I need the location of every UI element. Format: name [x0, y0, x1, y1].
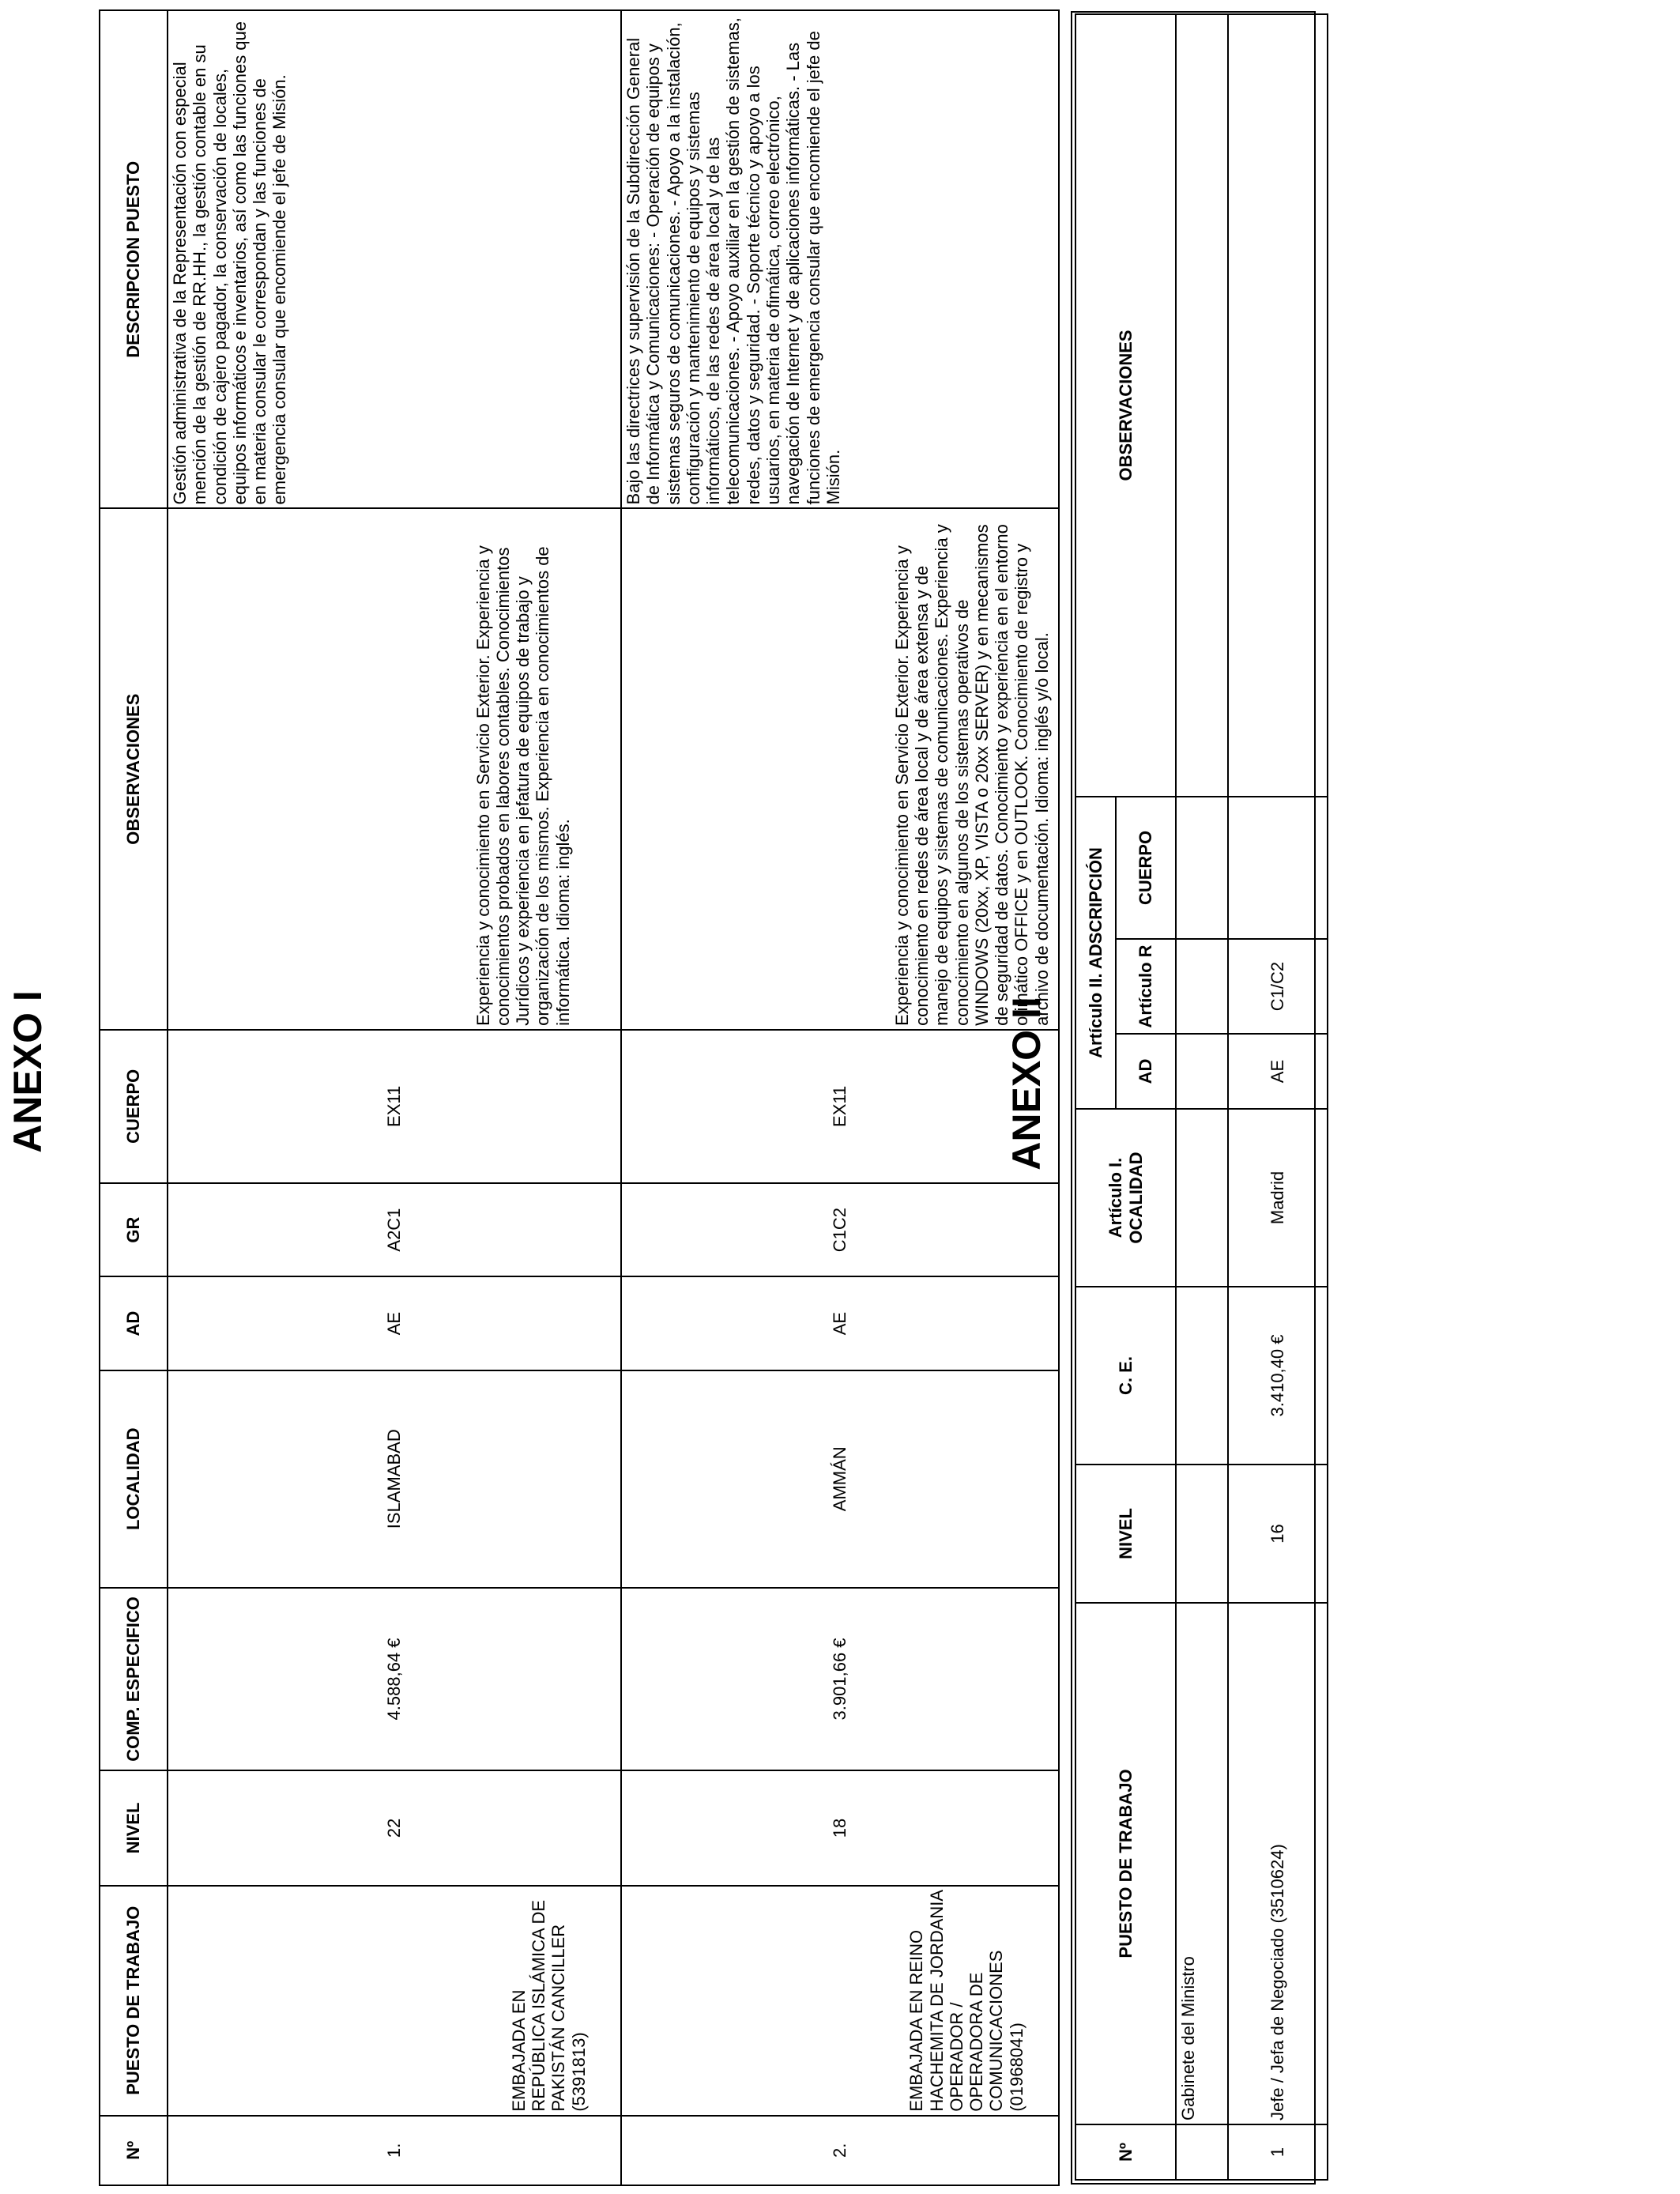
section-row: [1176, 14, 1228, 2180]
section-empty-cell: [1176, 797, 1228, 939]
header-nivel: NIVEL: [100, 1770, 168, 1885]
row-descripcion: Gestión administrativa de la Representación con especial mención de la gestión de RR.HH., la gestión contable en su condición de cajero pagador, la conservación de locales, equipos informáticos e inventarios, así como las funciones que en materia consular le correspondan y las funciones de emergencia consular que encomiende el jefe de Misión.: [168, 10, 621, 508]
header-comp-especifico: COMP. ESPECIFICO: [100, 1588, 168, 1771]
header-ce: C. E.: [1075, 1287, 1176, 1465]
header-ad: AD: [1116, 1034, 1176, 1109]
row-puesto: EMBAJADA EN REINO HACHEMITA DE JORDANIA OPERADOR / OPERADORA DE COMUNICACIONES (01968041): [621, 1886, 1059, 2116]
header-num: Nº: [1075, 2124, 1176, 2180]
section-empty-cell: [1176, 939, 1228, 1034]
section-empty-cell: [1176, 1034, 1228, 1109]
row-puesto: Jefe / Jefa de Negociado (3510624): [1228, 1603, 1328, 2124]
header-descripcion: DESCRIPCION PUESTO: [100, 10, 168, 508]
header-gr: GR: [100, 1183, 168, 1277]
row-comp: 3.901,66 €: [621, 1588, 1059, 1771]
row-ad: AE: [168, 1276, 621, 1370]
row-nivel: 22: [168, 1770, 621, 1885]
row-observaciones: Experiencia y conocimiento en Servicio Exterior. Experiencia y conocimiento en redes de área local y de área extensa y de manejo de equipos y sistemas de comunicaciones. Experiencia y conocimiento en algunos de los sistemas operativos de WINDOWS (20xx, XP, VISTA o 20xx SERVER) y en mecanismos de seguridad de datos. Conocimiento y experiencia en el entorno ofimático OFFICE y en OUTLOOK. Conocimiento de registro y archivo de documentación. Idioma: inglés y/o local.: [621, 508, 1059, 1029]
section-empty-cell: [1176, 1465, 1228, 1603]
anexo-1-header-row: [100, 10, 168, 2185]
row-localidad: AMMÁN: [621, 1370, 1059, 1588]
anexo-2-table: [1075, 13, 1328, 2181]
header-puesto: PUESTO DE TRABAJO: [1075, 1603, 1176, 2124]
row-gr: C1C2: [621, 1183, 1059, 1277]
row-ad: AE: [621, 1276, 1059, 1370]
header-adscripcion: Artículo II. ADSCRIPCIÓN: [1075, 797, 1116, 1109]
header-ad: AD: [100, 1276, 168, 1370]
section-empty-cell: [1176, 1109, 1228, 1287]
header-cuerpo: CUERPO: [100, 1030, 168, 1183]
row-num: 1.: [168, 2116, 621, 2185]
section-empty-cell: [1176, 14, 1228, 797]
row-num: 2.: [621, 2116, 1059, 2185]
row-descripcion: Bajo las directrices y supervisión de la Subdirección General de Informática y Comunicaciones: - Operación de equipos y sistemas seguros de comunicaciones. - Apoyo a la instalación, configuración y mantenimiento de equipos y sistemas informáticos, de las redes de área local y de las telecomunicaciones. - Apoyo auxiliar en la gestión de sistemas, redes, datos y seguridad. - Soporte técnico y apoyo a los usuarios, en materia de ofimática, correo electrónico, navegación de Internet y de aplicaciones informáticas. - Las funciones de emergencia consular que encomiende el jefe de Misión.: [621, 10, 1059, 508]
header-observaciones: OBSERVACIONES: [100, 508, 168, 1029]
row-observaciones: [1228, 14, 1328, 797]
row-cuerpo: [1228, 797, 1328, 939]
row-localidad: Madrid: [1228, 1109, 1328, 1287]
row-nivel: 16: [1228, 1465, 1328, 1603]
header-observaciones: OBSERVACIONES: [1075, 14, 1176, 797]
row-localidad: ISLAMABAD: [168, 1370, 621, 1588]
row-cuerpo: EX11: [168, 1030, 621, 1183]
table-row: [1228, 14, 1328, 2180]
section-empty-cell: [1176, 1287, 1228, 1465]
row-gr: A2C1: [168, 1183, 621, 1277]
row-cuerpo: EX11: [621, 1030, 1059, 1183]
anexo-2-header-row: [1075, 14, 1116, 2180]
row-observaciones: Experiencia y conocimiento en Servicio Exterior. Experiencia y conocimientos probados en labores contables. Conocimientos Jurídicos y experiencia en jefatura de equipos de trabajo y organización de los mismos. Experiencia en conocimientos de informática. Idioma: inglés.: [168, 508, 621, 1029]
header-num: Nº: [100, 2116, 168, 2185]
header-localidad: Artículo I. OCALIDAD: [1075, 1109, 1176, 1287]
anexo-2-title: ANEXO II: [1004, 997, 1049, 1171]
anexo-1-table: [99, 9, 1060, 2186]
row-ce: 3.410,40 €: [1228, 1287, 1328, 1465]
table-row: [168, 10, 621, 2185]
header-localidad: LOCALIDAD: [100, 1370, 168, 1588]
header-cuerpo: CUERPO: [1116, 797, 1176, 939]
row-nivel: 18: [621, 1770, 1059, 1885]
row-num: 1: [1228, 2124, 1328, 2180]
header-puesto: PUESTO DE TRABAJO: [100, 1886, 168, 2116]
row-ad: AE: [1228, 1034, 1328, 1109]
table-row: [621, 10, 1059, 2185]
section-num-cell: [1176, 2124, 1228, 2180]
row-articulo-r: C1/C2: [1228, 939, 1328, 1034]
section-label: Gabinete del Ministro: [1176, 1603, 1228, 2124]
header-articulo-r: Artículo R: [1116, 939, 1176, 1034]
anexo-2-frame: [1071, 11, 1316, 2185]
row-comp: 4.588,64 €: [168, 1588, 621, 1771]
header-nivel: NIVEL: [1075, 1465, 1176, 1603]
anexo-1-title: ANEXO I: [6, 990, 50, 1153]
row-puesto: EMBAJADA EN REPÚBLICA ISLÁMICA DE PAKISTÁN CANCILLER (5391813): [168, 1886, 621, 2116]
